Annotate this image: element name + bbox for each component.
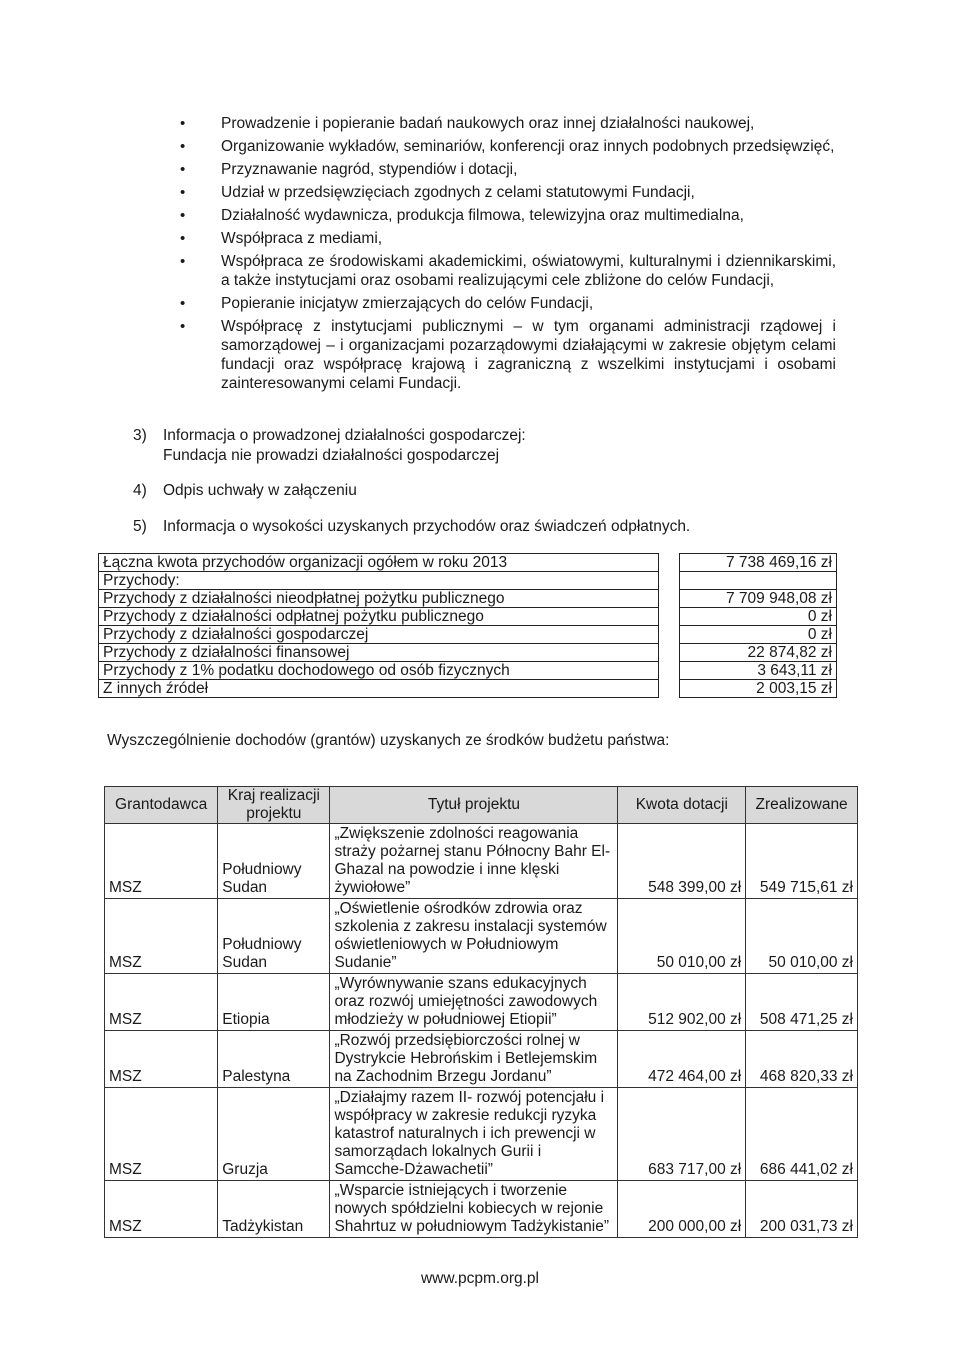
section-title: Informacja o prowadzonej działalności gospodarczej: [163, 427, 526, 444]
table-row [105, 824, 858, 899]
header-kwota: Kwota dotacji [618, 787, 746, 824]
cell-kwota: 50 010,00 zł [618, 899, 746, 974]
cell-zrealizowane: 686 441,02 zł [746, 1088, 858, 1181]
table-row [105, 1031, 858, 1088]
summary-label: Przychody z działalności nieodpłatnej pożytku publicznego [99, 590, 659, 608]
header-tytul: Tytuł projektu [330, 787, 618, 824]
list-item: • Udział w przedsięwzięciach zgodnych z celami statutowymi Fundacji, [180, 183, 836, 202]
table-row [99, 626, 837, 644]
table-row [99, 644, 837, 662]
summary-label: Przychody z działalności odpłatnej pożytku publicznego [99, 608, 659, 626]
header-grantodawca: Grantodawca [105, 787, 218, 824]
section-number: 5) [133, 518, 147, 535]
section-title: Odpis uchwały w załączeniu [163, 482, 357, 499]
table-row [105, 1181, 858, 1238]
cell-grantodawca: MSZ [105, 1181, 218, 1238]
fundation-activities-list [180, 114, 836, 397]
cell-kraj: Palestyna [218, 1031, 330, 1088]
summary-gap [659, 680, 680, 698]
summary-gap [659, 590, 680, 608]
cell-grantodawca: MSZ [105, 974, 218, 1031]
list-item: • Współpraca ze środowiskami akademickimi, oświatowymi, kulturalnymi i dziennikarskimi, a także instytucjami oraz osobami realizującymi cele zbliżone do celów Fundacji, [180, 252, 836, 290]
cell-zrealizowane: 468 820,33 zł [746, 1031, 858, 1088]
grants-heading: Wyszczególnienie dochodów (grantów) uzyskanych ze środków budżetu państwa: [107, 732, 670, 749]
summary-label: Łączna kwota przychodów organizacji ogółem w roku 2013 [99, 554, 659, 572]
footer-url: www.pcpm.org.pl [420, 1270, 539, 1287]
cell-kraj: Południowy Sudan [218, 824, 330, 899]
table-row [105, 899, 858, 974]
section-title: Informacja o wysokości uzyskanych przychodów oraz świadczeń odpłatnych. [163, 518, 691, 535]
revenue-summary-table [98, 553, 837, 698]
table-row [99, 608, 837, 626]
cell-kwota: 548 399,00 zł [618, 824, 746, 899]
cell-grantodawca: MSZ [105, 899, 218, 974]
summary-value: 22 874,82 zł [680, 644, 837, 662]
cell-kwota: 683 717,00 zł [618, 1088, 746, 1181]
cell-tytul: „Wyrównywanie szans edukacyjnych oraz rozwój umiejętności zawodowych młodzieży w południowej Etiopii” [330, 974, 618, 1031]
summary-gap [659, 554, 680, 572]
table-row [99, 680, 837, 698]
cell-grantodawca: MSZ [105, 1031, 218, 1088]
summary-value: 3 643,11 zł [680, 662, 837, 680]
summary-value: 7 738 469,16 zł [680, 554, 837, 572]
cell-zrealizowane: 508 471,25 zł [746, 974, 858, 1031]
summary-gap [659, 644, 680, 662]
table-header-row [105, 787, 858, 824]
cell-tytul: „Rozwój przedsiębiorczości rolnej w Dystrykcie Hebrońskim i Betlejemskim na Zachodnim Brzegu Jordanu” [330, 1031, 618, 1088]
cell-tytul: „Zwiększenie zdolności reagowania straży pożarnej stanu Północny Bahr El-Ghazal na powodzie i inne klęski żywiołowe” [330, 824, 618, 899]
summary-value: 7 709 948,08 zł [680, 590, 837, 608]
list-item: • Działalność wydawnicza, produkcja filmowa, telewizyjna oraz multimedialna, [180, 206, 836, 225]
list-item: • Organizowanie wykładów, seminariów, konferencji oraz innych podobnych przedsięwzięć, [180, 137, 836, 156]
cell-tytul: „Oświetlenie ośrodków zdrowia oraz szkolenia z zakresu instalacji systemów oświetleniowych w Południowym Sudanie” [330, 899, 618, 974]
grants-table [104, 786, 858, 1238]
table-row [99, 554, 837, 572]
summary-label: Przychody z działalności finansowej [99, 644, 659, 662]
cell-kwota: 512 902,00 zł [618, 974, 746, 1031]
section-number: 3) [133, 427, 147, 444]
summary-value: 0 zł [680, 626, 837, 644]
summary-label: Przychody: [99, 572, 659, 590]
list-item: • Przyznawanie nagród, stypendiów i dotacji, [180, 160, 836, 179]
table-row [105, 974, 858, 1031]
cell-tytul: „Działajmy razem II- rozwój potencjału i współpracy w zakresie redukcji ryzyka katastrof naturalnych i ich prewencji w samorządach lokalnych Gurii i Samcche-Dżawachetii” [330, 1088, 618, 1181]
list-item: • Współpracę z instytucjami publicznymi – w tym organami administracji rządowej i samorządowej – i organizacjami pozarządowymi działającymi w zakresie objętym celami fundacji oraz współpracę krajową i zagraniczną z wszelkimi instytucjami i osobami zainteresowanymi celami Fundacji. [180, 317, 836, 393]
table-row [105, 1088, 858, 1181]
cell-kraj: Etiopia [218, 974, 330, 1031]
cell-kraj: Tadżykistan [218, 1181, 330, 1238]
section-3 [133, 426, 526, 465]
cell-zrealizowane: 549 715,61 zł [746, 824, 858, 899]
section-text: Fundacja nie prowadzi działalności gospodarczej [163, 446, 500, 464]
cell-grantodawca: MSZ [105, 824, 218, 899]
table-row [99, 572, 837, 590]
summary-gap [659, 608, 680, 626]
table-row [99, 662, 837, 680]
section-5 [133, 517, 690, 537]
list-item: • Prowadzenie i popieranie badań naukowych oraz innej działalności naukowej, [180, 114, 836, 133]
cell-grantodawca: MSZ [105, 1088, 218, 1181]
cell-zrealizowane: 50 010,00 zł [746, 899, 858, 974]
summary-value: 2 003,15 zł [680, 680, 837, 698]
cell-kwota: 472 464,00 zł [618, 1031, 746, 1088]
cell-kraj: Południowy Sudan [218, 899, 330, 974]
cell-kraj: Gruzja [218, 1088, 330, 1181]
summary-label: Przychody z działalności gospodarczej [99, 626, 659, 644]
header-zrealizowane: Zrealizowane [746, 787, 858, 824]
summary-label: Z innych źródeł [99, 680, 659, 698]
section-number: 4) [133, 482, 147, 499]
cell-zrealizowane: 200 031,73 zł [746, 1181, 858, 1238]
summary-label: Przychody z 1% podatku dochodowego od osób fizycznych [99, 662, 659, 680]
summary-gap [659, 662, 680, 680]
list-item: • Popieranie inicjatyw zmierzających do celów Fundacji, [180, 294, 836, 313]
header-kraj: Kraj realizacji projektu [218, 787, 330, 824]
list-item: • Współpraca z mediami, [180, 229, 836, 248]
cell-tytul: „Wsparcie istniejących i tworzenie nowych spółdzielni kobiecych w rejonie Shahrtuz w południowym Tadżykistanie” [330, 1181, 618, 1238]
table-row [99, 590, 837, 608]
section-4 [133, 481, 357, 501]
summary-value: 0 zł [680, 608, 837, 626]
summary-value [680, 572, 837, 590]
summary-gap [659, 572, 680, 590]
summary-gap [659, 626, 680, 644]
cell-kwota: 200 000,00 zł [618, 1181, 746, 1238]
